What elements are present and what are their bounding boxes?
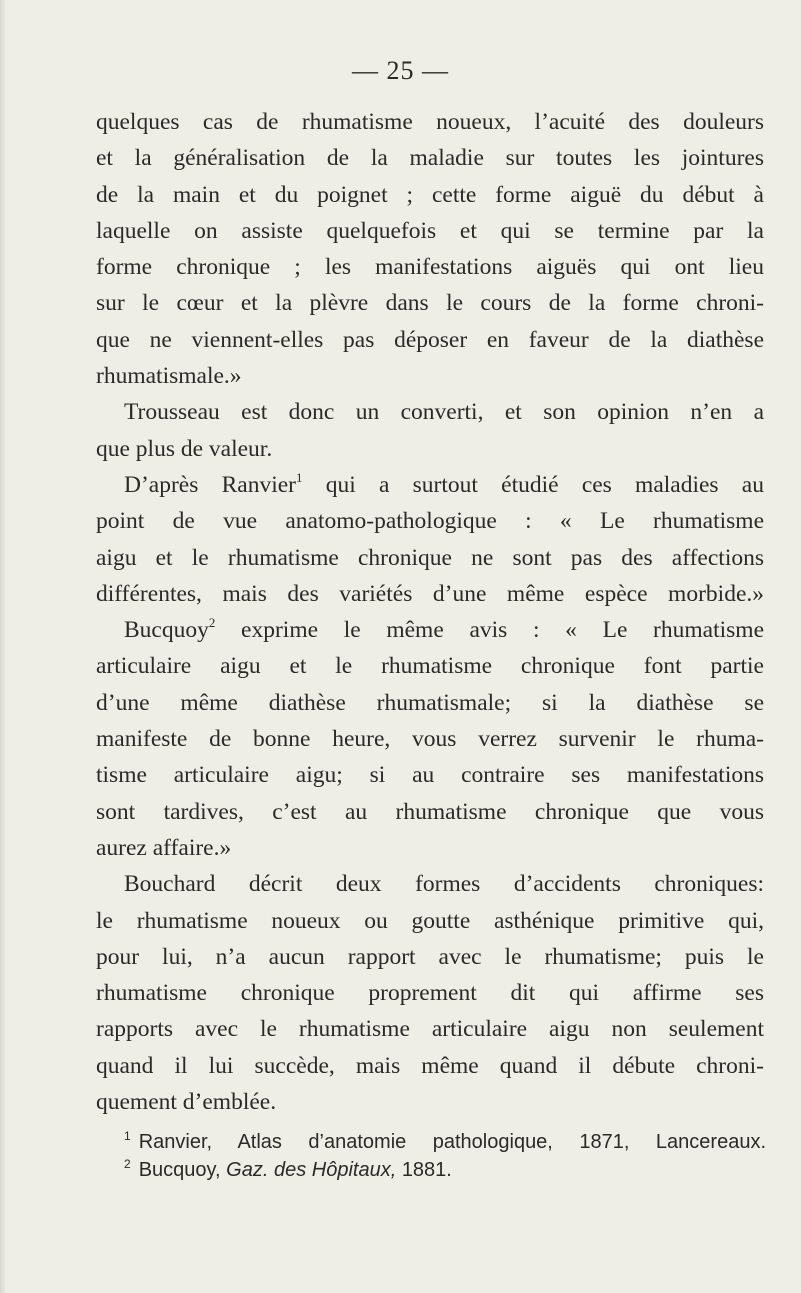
body-text xyxy=(96,104,764,1120)
text-line xyxy=(96,467,764,503)
text-line: forme chronique ; les manifestations aiguës qui ont lieu xyxy=(96,254,764,281)
text-line: rapports avec le rhumatisme articulaire aigu non seulement xyxy=(96,1016,764,1043)
footnote-year: 1881. xyxy=(401,1159,452,1181)
text-line: et la généralisation de la maladie sur toutes les jointures xyxy=(96,145,764,172)
text-line: sont tardives, c’est au rhumatisme chronique que vous xyxy=(96,798,764,825)
bucquoy-name: Bucquoy xyxy=(124,617,209,644)
footnote-ref-2: 2 xyxy=(208,615,216,631)
text-line: aurez affaire.» xyxy=(96,834,232,861)
text-line xyxy=(96,612,764,648)
text-line-rest: qui a surtout étudié ces maladies au xyxy=(325,471,764,498)
footnote-mark: 1 xyxy=(124,1129,131,1143)
footnote-text: Ranvier, Atlas d’anatomie pathologique, 1871, Lancereaux. xyxy=(138,1131,766,1153)
text-line: quand il lui succède, mais même quand il débute chroni- xyxy=(96,1052,764,1079)
text-line: différentes, mais des variétés d’une même espèce morbide.» xyxy=(96,580,764,607)
text-line: point de vue anatomo-pathologique : « Le rhumatisme xyxy=(96,508,764,535)
text-line: d’une même diathèse rhumatismale; si la diathèse se xyxy=(96,689,764,716)
text-line: quement d’emblée. xyxy=(96,1089,277,1116)
footnote-2 xyxy=(96,1156,766,1184)
text-line: rhumatismale.» xyxy=(96,363,242,390)
footnote-1 xyxy=(96,1128,766,1156)
text-line: pour lui, n’a aucun rapport avec le rhumatisme; puis le xyxy=(96,943,764,970)
footnote-prefix: Bucquoy, xyxy=(138,1159,221,1181)
text-line: sur le cœur et la plèvre dans le cours de la forme chroni- xyxy=(96,290,764,317)
text-line: articulaire aigu et le rhumatisme chronique font partie xyxy=(96,653,764,680)
footnotes xyxy=(96,1128,766,1184)
text-line: que plus de valeur. xyxy=(96,435,273,462)
text-line: Bouchard décrit deux formes d’accidents chroniques: xyxy=(124,871,764,898)
footnote-ref-1: 1 xyxy=(296,469,303,485)
ranvier-name: D’après Ranvier xyxy=(124,471,296,498)
page-edge xyxy=(0,0,6,1293)
text-line: de la main et du poignet ; cette forme aiguë du début à xyxy=(96,181,764,208)
footnote-journal: Gaz. des Hôpitaux, xyxy=(226,1159,397,1181)
text-line: quelques cas de rhumatisme noueux, l’acuité des douleurs xyxy=(96,109,764,135)
footnote-mark: 2 xyxy=(124,1157,131,1171)
text-line: manifeste de bonne heure, vous verrez survenir le rhuma- xyxy=(96,726,764,753)
text-line: tisme articulaire aigu; si au contraire ses manifestations xyxy=(96,762,764,789)
text-line: le rhumatisme noueux ou goutte asthénique primitive qui, xyxy=(96,907,764,934)
text-line: laquelle on assiste quelquefois et qui se termine par la xyxy=(96,217,764,244)
text-line: que ne viennent-elles pas déposer en faveur de la diathèse xyxy=(96,326,764,353)
page-number: — 25 — xyxy=(352,56,449,85)
text-line: aigu et le rhumatisme chronique ne sont pas des affections xyxy=(96,544,764,571)
text-line-rest: exprime le même avis : « Le rhumatisme xyxy=(241,617,765,644)
text-line: Trousseau est donc un converti, et son opinion n’en a xyxy=(124,399,764,426)
text-line: rhumatisme chronique proprement dit qui affirme ses xyxy=(96,980,764,1007)
